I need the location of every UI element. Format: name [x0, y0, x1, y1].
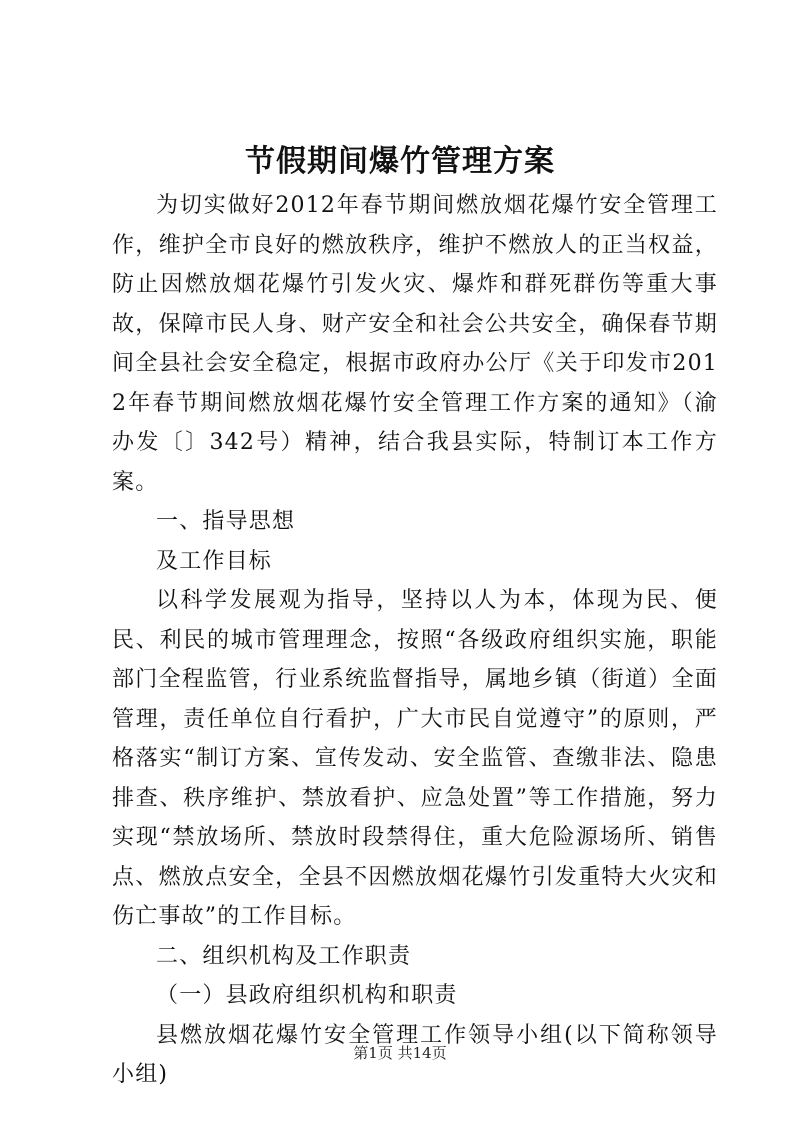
section-heading-guiding-ideology: 一、指导思想: [156, 509, 296, 534]
leadership-group-paragraph: 县燃放烟花爆竹安全管理工作领导小组(以下简称领导小组): [112, 1022, 718, 1087]
guiding-ideology-paragraph: 以科学发展观为指导，坚持以人为本，体现为民、便民、利民的城市管理理念，按照“各级政府组织实施，职能部门全程监管，行业系统监督指导，属地乡镇（街道）全面管理，责任单位自行看护，广大市民自觉遵守”的原则，严格落实“制订方案、宣传发动、安全监管、查缴非法、隐患排查、秩序维护、禁放看护、应急处置”等工作措施，努力实现“禁放场所、禁放时段禁得住，重大危险源场所、销售点、燃放点安全，全县不因燃放烟花爆竹引发重特大火灾和伤亡事故”的工作目标。: [112, 588, 718, 929]
intro-paragraph: 为切实做好2012年春节期间燃放烟花爆竹安全管理工作，维护全市良好的燃放秩序，维护不燃放人的正当权益，防止因燃放烟花爆竹引发火灾、爆炸和群死群伤等重大事故，保障市民人身、财产安全和社会公共安全，确保春节期间全县社会安全稳定，根据市政府办公厅《关于印发市2012年春节期间燃放烟花爆竹安全管理工作方案的通知》（渝办发〔〕342号）精神，结合我县实际，特制订本工作方案。: [112, 193, 718, 495]
document-body: [112, 186, 718, 1095]
page-number-footer: 第1页 共14页: [353, 1044, 447, 1062]
subsection-heading-county-government: （一）县政府组织机构和职责: [156, 983, 458, 1008]
document-title: 节假期间爆竹管理方案: [245, 144, 555, 179]
section-heading-organization: 二、组织机构及工作职责: [156, 943, 412, 969]
section-heading-work-goals: 及工作目标: [156, 548, 273, 574]
